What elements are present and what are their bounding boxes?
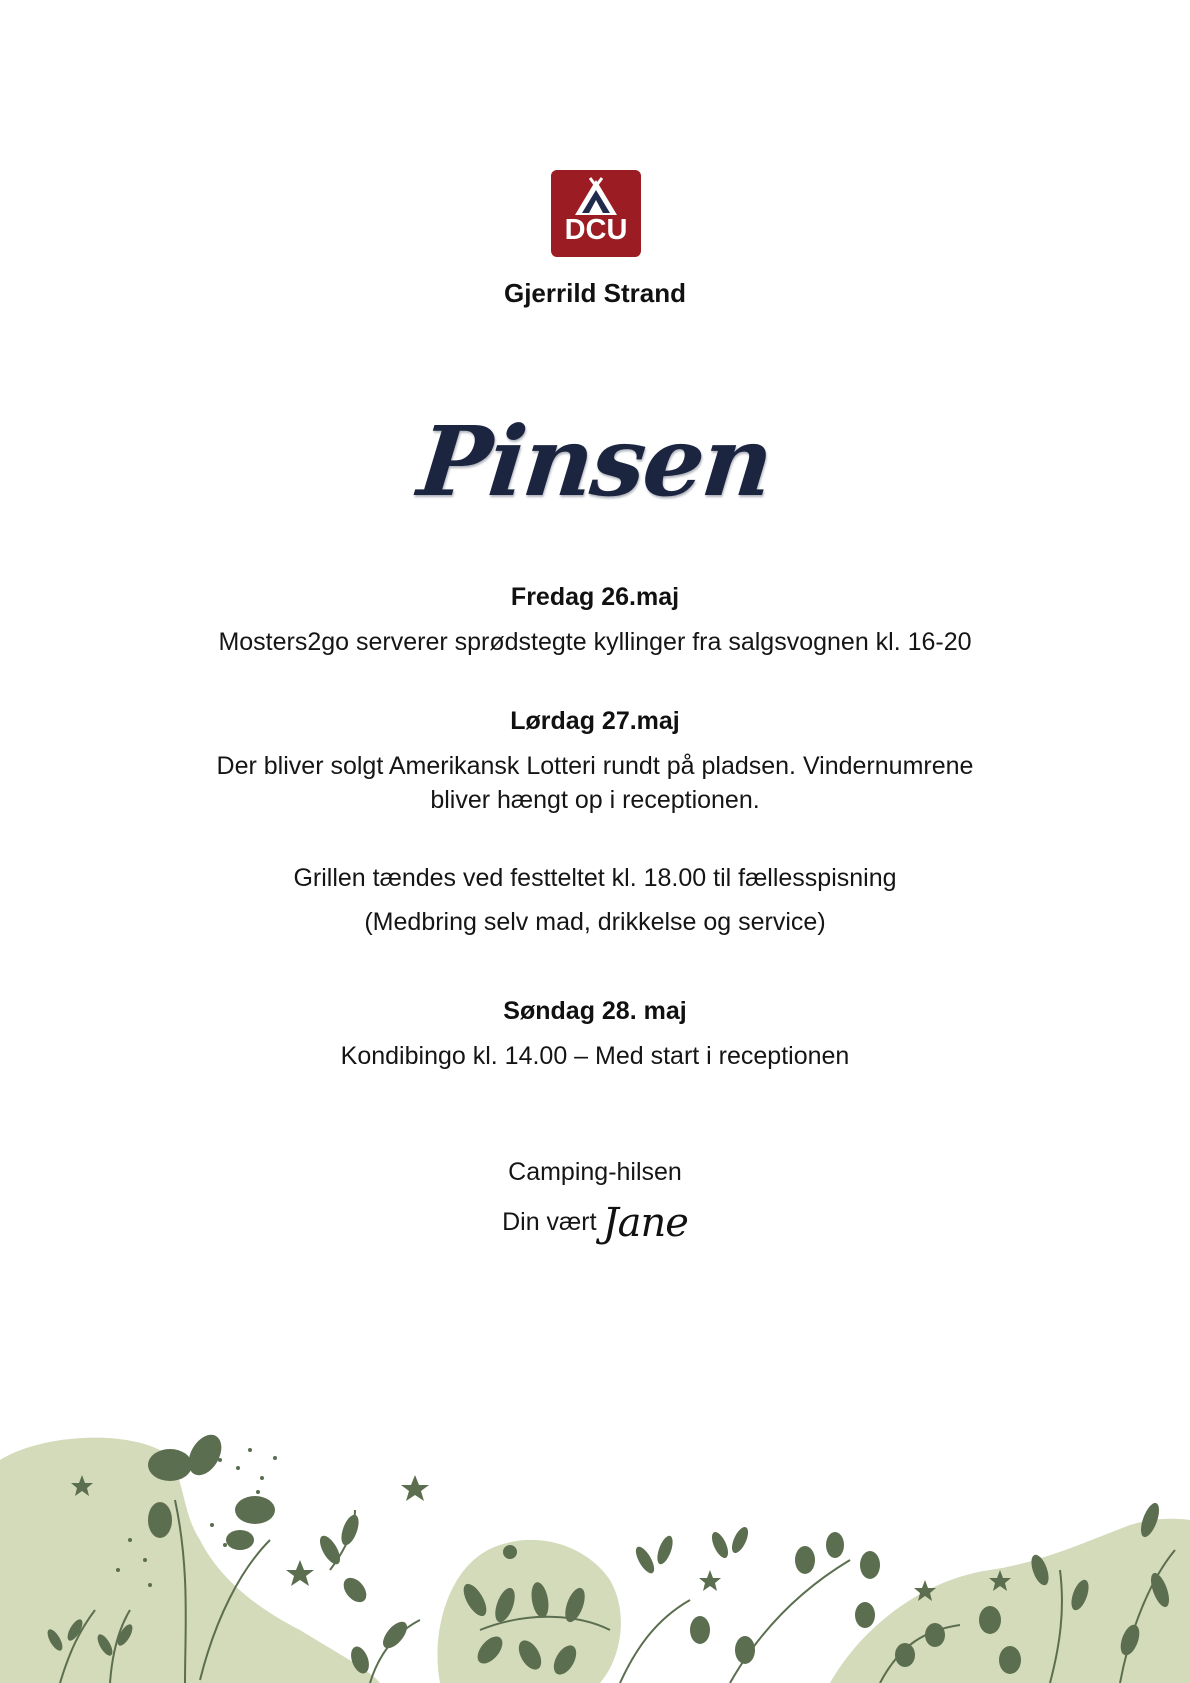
event-line: Grillen tændes ved festteltet kl. 18.00 til fællesspisning <box>293 864 897 892</box>
day-heading-friday: Fredag 26.maj <box>510 583 680 611</box>
day-heading-sunday: Søndag 28. maj <box>503 997 687 1025</box>
dcu-logo <box>551 170 641 257</box>
event-line: (Medbring selv mad, drikkelse og service) <box>364 908 826 936</box>
floral-decoration <box>0 1430 1190 1683</box>
campsite-name: Gjerrild Strand <box>503 278 687 308</box>
closing-greeting: Camping-hilsen <box>508 1158 682 1186</box>
event-line: Mosters2go serverer sprødstegte kyllinger fra salgsvognen kl. 16-20 <box>218 628 972 656</box>
logo-text: DCU <box>564 214 628 246</box>
host-line <box>0 1200 1190 1246</box>
event-line: Der bliver solgt Amerikansk Lotteri rundt på pladsen. Vindernumrene <box>216 752 974 780</box>
page-title: Pinsen <box>413 405 777 518</box>
host-signature: Jane <box>602 1200 688 1246</box>
day-heading-saturday: Lørdag 27.maj <box>510 707 680 735</box>
host-prefix: Din vært <box>502 1208 597 1236</box>
event-line: Kondibingo kl. 14.00 – Med start i receptionen <box>340 1042 850 1070</box>
event-line: bliver hængt op i receptionen. <box>430 786 760 814</box>
